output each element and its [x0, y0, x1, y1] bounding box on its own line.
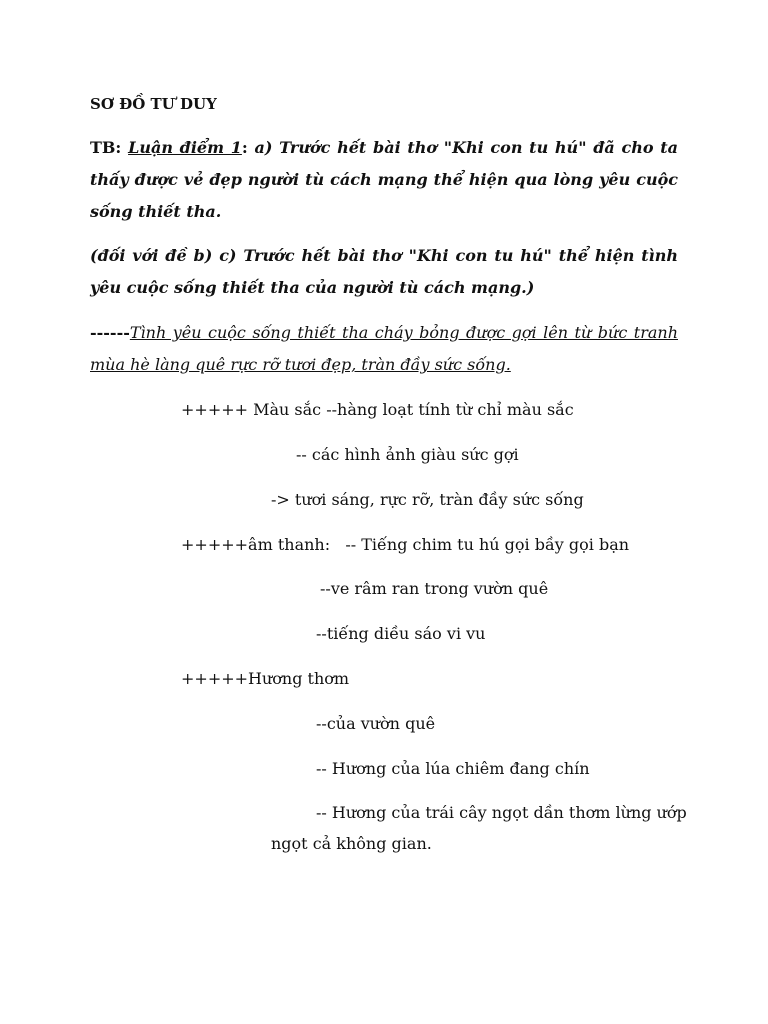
sound-ve-line: --ve râm ran trong vườn quê: [320, 579, 549, 598]
scent-rice-line: -- Hương của lúa chiêm đang chín: [316, 759, 590, 778]
page-title: SƠ ĐỒ TƯ DUY: [90, 95, 217, 113]
color-main-line: +++++ Màu sắc --hàng loạt tính từ chỉ màu sắc: [181, 400, 574, 419]
thesis-paragraph: [90, 132, 678, 228]
thesis-statement: a) Trước hết bài thơ "Khi con tu hú" đã cho ta thấy được vẻ đẹp người tù cách mạng thể hiện qua lòng yêu cuộc sống thiết tha.: [90, 138, 679, 221]
thesis-colon: :: [241, 138, 255, 157]
scent-fruit-line-2: ngọt cả không gian.: [271, 834, 432, 853]
sub-point-dashes: ------: [90, 323, 130, 342]
scent-fruit-line-1: -- Hương của trái cây ngọt dần thơm lừng ướp: [316, 803, 687, 822]
sub-point-paragraph: [90, 317, 678, 381]
sound-main-line: +++++âm thanh: -- Tiếng chim tu hú gọi bầy gọi bạn: [181, 535, 630, 554]
scent-main-line: +++++Hương thơm: [181, 669, 350, 688]
color-images-line: -- các hình ảnh giàu sức gợi: [296, 445, 519, 464]
alternate-paragraph: (đối với đề b) c) Trước hết bài thơ "Khi con tu hú" thể hiện tình yêu cuộc sống thiết tha của người tù cách mạng.): [90, 246, 678, 297]
color-result-line: -> tươi sáng, rực rỡ, tràn đầy sức sống: [271, 490, 584, 509]
sound-dieu-line: --tiếng diều sáo vi vu: [316, 624, 486, 643]
thesis-prefix: TB:: [90, 138, 129, 157]
sub-point-text: Tình yêu cuộc sống thiết tha cháy bỏng được gợi lên từ bức tranh mùa hè làng quê rực rỡ tươi đẹp, tràn đầy sức sống.: [90, 323, 678, 374]
scent-garden-line: --của vườn quê: [316, 714, 436, 733]
thesis-point-label: Luận điểm 1: [128, 138, 242, 157]
